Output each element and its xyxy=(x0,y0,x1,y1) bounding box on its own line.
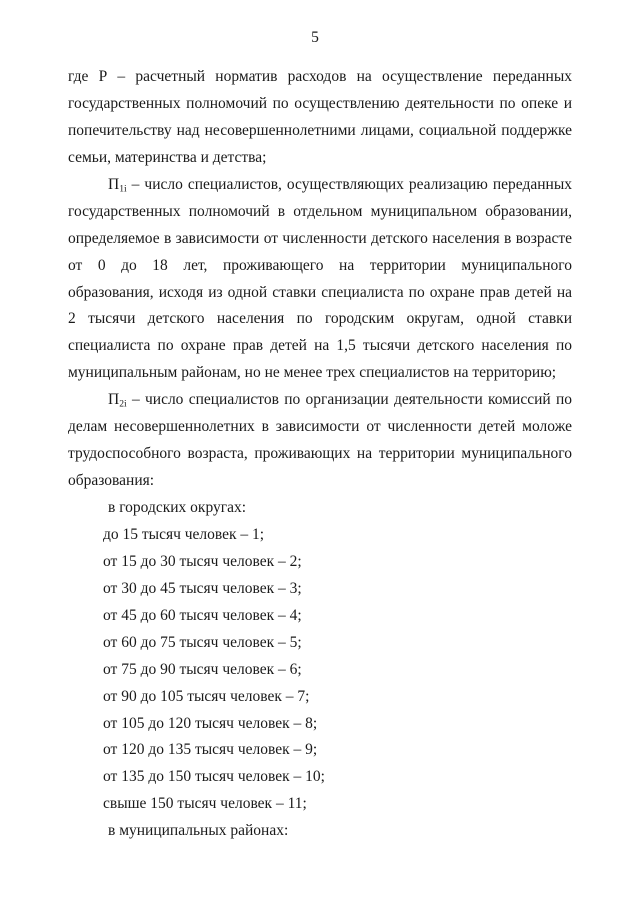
list-item: от 30 до 45 тысяч человек – 3; xyxy=(103,579,302,597)
page-number: 5 xyxy=(311,29,319,46)
urban-districts-list xyxy=(68,495,572,818)
text-line xyxy=(68,172,572,199)
text-line: от 0 до 18 лет, проживающего на территории муниципального xyxy=(68,256,572,274)
document-body xyxy=(68,64,572,845)
paragraph-p2i-definition xyxy=(68,387,572,495)
list-heading: в городских округах: xyxy=(108,499,247,516)
text-line: образования: xyxy=(68,472,155,490)
text-line: определяемое в зависимости от численности детского населения в возрасте xyxy=(68,229,572,247)
text-line: делам несовершеннолетних в зависимости от численности детей моложе xyxy=(68,418,572,436)
text-line: 2 тысячи детского населения по городским округам, одной ставки xyxy=(68,310,572,328)
list-item: свыше 150 тысяч человек – 11; xyxy=(103,795,307,813)
formula-subscript: 2i xyxy=(119,398,127,410)
paragraph-norm-definition xyxy=(68,64,572,172)
text-line: образования, исходя из одной ставки специалиста по охране прав детей на xyxy=(68,283,572,301)
list-item: от 75 до 90 тысяч человек – 6; xyxy=(103,660,302,678)
paragraph-p1i-definition xyxy=(68,172,572,388)
list-item: от 15 до 30 тысяч человек – 2; xyxy=(103,552,302,570)
list-item: от 135 до 150 тысяч человек – 10; xyxy=(103,768,325,786)
text-fragment: – число специалистов по организации деятельности комиссий по xyxy=(126,391,572,409)
list-heading: в муниципальных районах: xyxy=(108,822,289,840)
text-line: государственных полномочий по осуществлению деятельности по опеке и xyxy=(68,94,572,112)
text-line: трудоспособного возраста, проживающих на территории муниципального xyxy=(68,445,572,463)
text-line: специалиста по охране прав детей на 1,5 тысячи детского населения по xyxy=(68,337,572,355)
formula-subscript: 1i xyxy=(119,183,127,195)
text-line xyxy=(68,387,572,414)
text-line: попечительству над несовершеннолетними лицами, социальной поддержке xyxy=(68,121,572,139)
text-line: муниципальным районам, но не менее трех специалистов на территорию; xyxy=(68,364,557,382)
list-item: до 15 тысяч человек – 1; xyxy=(103,525,265,543)
list-item: от 120 до 135 тысяч человек – 9; xyxy=(103,741,318,759)
text-line: где Р – расчетный норматив расходов на осуществление переданных xyxy=(68,68,572,85)
text-fragment: – число специалистов, осуществляющих реализацию переданных xyxy=(126,175,572,193)
list-item: от 105 до 120 тысяч человек – 8; xyxy=(103,714,318,732)
list-item: от 90 до 105 тысяч человек – 7; xyxy=(103,687,310,705)
text-line: государственных полномочий в отдельном муниципальном образовании, xyxy=(68,202,572,220)
list-item: от 45 до 60 тысяч человек – 4; xyxy=(103,606,302,624)
text-line: семьи, материнства и детства; xyxy=(68,148,267,166)
formula-symbol: П xyxy=(108,175,120,193)
list-item: от 60 до 75 тысяч человек – 5; xyxy=(103,633,302,651)
formula-symbol: П xyxy=(108,391,120,409)
